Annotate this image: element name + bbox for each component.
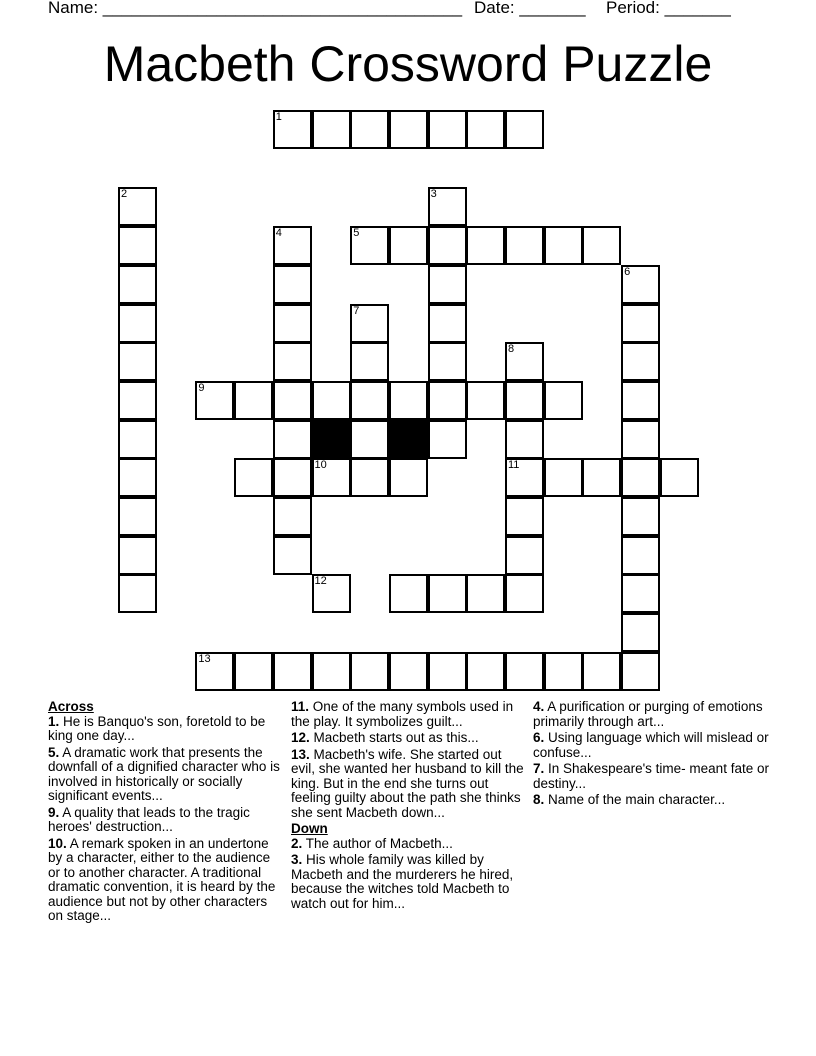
grid-cell[interactable] (118, 574, 157, 613)
grid-cell[interactable] (621, 574, 660, 613)
clue-down-6 (533, 731, 769, 760)
grid-cell[interactable] (660, 458, 699, 497)
grid-cell[interactable] (621, 497, 660, 536)
clue-text: Macbeth starts out as this... (313, 730, 479, 745)
grid-cell[interactable] (621, 381, 660, 420)
grid-cell[interactable] (312, 652, 351, 691)
clue-number: 10. (48, 835, 67, 851)
grid-cell[interactable] (273, 497, 312, 536)
grid-cell[interactable] (273, 342, 312, 381)
grid-cell[interactable] (389, 652, 428, 691)
grid-cell[interactable] (234, 652, 273, 691)
clue-down-2 (291, 837, 527, 852)
clue-number-label: 13 (198, 652, 211, 665)
clue-number-label: 4 (275, 227, 282, 240)
grid-cell[interactable] (428, 187, 467, 226)
clue-across-5 (48, 746, 284, 804)
grid-cell[interactable] (428, 226, 467, 265)
grid-cell[interactable] (505, 574, 544, 613)
grid-cell[interactable] (621, 536, 660, 575)
clue-number-label: 2 (121, 188, 128, 201)
grid-cell[interactable] (118, 536, 157, 575)
black-cell (312, 420, 351, 459)
clue-number: 2. (291, 835, 303, 851)
grid-cell[interactable] (544, 458, 583, 497)
clue-number: 7. (533, 761, 545, 776)
clue-number-label: 6 (624, 265, 631, 278)
grid-cell[interactable] (505, 420, 544, 459)
grid-cell[interactable] (544, 652, 583, 691)
grid-cell[interactable] (118, 304, 157, 343)
grid-cell[interactable] (389, 226, 428, 265)
grid-cell[interactable] (234, 458, 273, 497)
grid-cell[interactable] (118, 226, 157, 265)
clue-number: 1. (48, 713, 60, 729)
grid-cell[interactable] (621, 458, 660, 497)
clue-down-7 (533, 762, 769, 791)
grid-cell[interactable] (466, 110, 505, 149)
grid-cell[interactable] (582, 226, 621, 265)
grid-cell[interactable] (428, 110, 467, 149)
clue-text: In Shakespeare's time- meant fate or destiny... (533, 761, 769, 791)
grid-cell[interactable] (466, 574, 505, 613)
date-field-label: Date: _______ (474, 0, 586, 17)
clue-across-1 (48, 715, 284, 744)
clue-across-10 (48, 837, 284, 924)
clue-text: Using language which will mislead or confuse... (533, 730, 769, 760)
grid-cell[interactable] (350, 342, 389, 381)
clue-text: A quality that leads to the tragic heroes' destruction... (48, 804, 250, 834)
grid-cell[interactable] (312, 381, 351, 420)
grid-cell[interactable] (273, 420, 312, 459)
grid-cell[interactable] (350, 304, 389, 343)
clues-column-2 (291, 700, 527, 913)
grid-cell[interactable] (195, 652, 234, 691)
clue-number: 9. (48, 804, 60, 820)
grid-cell[interactable] (428, 265, 467, 304)
grid-cell[interactable] (273, 458, 312, 497)
grid-cell[interactable] (466, 381, 505, 420)
grid-cell[interactable] (505, 342, 544, 381)
grid-cell[interactable] (505, 652, 544, 691)
clue-down-4 (533, 700, 769, 729)
grid-cell[interactable] (118, 420, 157, 459)
grid-cell[interactable] (582, 458, 621, 497)
grid-cell[interactable] (505, 458, 544, 497)
clue-across-13 (291, 748, 527, 821)
grid-cell[interactable] (312, 110, 351, 149)
clue-text: Name of the main character... (548, 792, 726, 807)
clue-down-8 (533, 793, 769, 808)
clue-number: 8. (533, 792, 545, 807)
clue-across-11 (291, 700, 527, 729)
grid-cell[interactable] (621, 342, 660, 381)
clue-number-label: 8 (508, 343, 515, 356)
clue-number: 5. (48, 744, 60, 760)
grid-cell[interactable] (428, 381, 467, 420)
clue-number: 3. (291, 852, 303, 867)
grid-cell[interactable] (544, 381, 583, 420)
grid-cell[interactable] (350, 381, 389, 420)
clue-text: His whole family was killed by Macbeth and the murderers he hired, because the witches told Macbeth to watch out for him... (291, 852, 514, 911)
grid-cell[interactable] (389, 574, 428, 613)
grid-cell[interactable] (621, 304, 660, 343)
grid-cell[interactable] (118, 265, 157, 304)
grid-cell[interactable] (505, 226, 544, 265)
grid-cell[interactable] (273, 381, 312, 420)
across-heading: Across (48, 699, 94, 714)
grid-cell[interactable] (466, 226, 505, 265)
clue-number-label: 3 (430, 188, 437, 201)
grid-cell[interactable] (350, 110, 389, 149)
grid-cell[interactable] (428, 304, 467, 343)
clue-text: A dramatic work that presents the downfall of a dignified character who is involved in historically or socially significant events... (48, 744, 280, 803)
grid-cell[interactable] (428, 652, 467, 691)
grid-cell[interactable] (273, 110, 312, 149)
grid-cell[interactable] (505, 110, 544, 149)
clues-column-3 (533, 700, 769, 810)
clue-number: 11. (291, 699, 310, 714)
clue-text: The author of Macbeth... (305, 835, 453, 851)
grid-cell[interactable] (466, 652, 505, 691)
grid-cell[interactable] (273, 226, 312, 265)
grid-cell[interactable] (544, 226, 583, 265)
grid-cell[interactable] (621, 613, 660, 652)
clue-number: 6. (533, 730, 545, 745)
grid-cell[interactable] (273, 265, 312, 304)
grid-cell[interactable] (350, 458, 389, 497)
grid-cell[interactable] (118, 458, 157, 497)
clue-number: 12. (291, 730, 310, 745)
clue-number-label: 5 (353, 227, 360, 240)
grid-cell[interactable] (118, 342, 157, 381)
grid-cell[interactable] (621, 265, 660, 304)
clue-number: 4. (533, 699, 545, 714)
name-field-label: Name: ______________________________________ (48, 0, 463, 17)
grid-cell[interactable] (582, 652, 621, 691)
grid-cell[interactable] (118, 187, 157, 226)
clue-text: One of the many symbols used in the play. It symbolizes guilt... (291, 699, 514, 729)
grid-cell[interactable] (505, 536, 544, 575)
grid-cell[interactable] (350, 226, 389, 265)
clue-text: Macbeth's wife. She started out evil, she wanted her husband to kill the king. But in the end she turns out feeling guilty about the path she thinks she sent Macbeth down... (291, 746, 524, 820)
grid-cell[interactable] (118, 381, 157, 420)
grid-cell[interactable] (312, 458, 351, 497)
grid-cell[interactable] (428, 574, 467, 613)
grid-cell[interactable] (234, 381, 273, 420)
clue-text: A remark spoken in an undertone by a character, either to the audience or to another character. A traditional dramatic convention, it is heard by the audience but not by other characters on stage... (48, 835, 276, 923)
grid-cell[interactable] (428, 420, 467, 459)
period-field-label: Period: _______ (606, 0, 731, 17)
clue-down-3 (291, 853, 527, 911)
down-heading: Down (291, 821, 328, 836)
grid-cell[interactable] (389, 110, 428, 149)
clue-number-label: 12 (314, 575, 327, 588)
grid-cell[interactable] (273, 536, 312, 575)
grid-cell[interactable] (118, 497, 157, 536)
grid-cell[interactable] (505, 381, 544, 420)
grid-cell[interactable] (273, 304, 312, 343)
clues-column-1 (48, 700, 284, 926)
grid-cell[interactable] (312, 574, 351, 613)
clue-text: He is Banquo's son, foretold to be king one day... (48, 713, 266, 743)
clue-number-label: 10 (314, 459, 327, 472)
clue-number: 13. (291, 746, 310, 762)
clue-number-label: 11 (508, 459, 520, 472)
grid-cell[interactable] (273, 652, 312, 691)
grid-cell[interactable] (350, 652, 389, 691)
grid-cell[interactable] (389, 458, 428, 497)
grid-cell[interactable] (505, 497, 544, 536)
grid-cell[interactable] (350, 420, 389, 459)
grid-cell[interactable] (621, 652, 660, 691)
grid-cell[interactable] (195, 381, 234, 420)
clue-number-label: 9 (198, 381, 205, 394)
black-cell (389, 420, 428, 459)
clue-across-9 (48, 806, 284, 835)
clue-number-label: 1 (275, 111, 282, 123)
clue-text: A purification or purging of emotions primarily through art... (533, 699, 763, 729)
grid-cell[interactable] (428, 342, 467, 381)
clue-across-12 (291, 731, 527, 746)
grid-cell[interactable] (621, 420, 660, 459)
page-title: Macbeth Crossword Puzzle (103, 36, 713, 92)
grid-cell[interactable] (389, 381, 428, 420)
clue-number-label: 7 (353, 304, 360, 317)
